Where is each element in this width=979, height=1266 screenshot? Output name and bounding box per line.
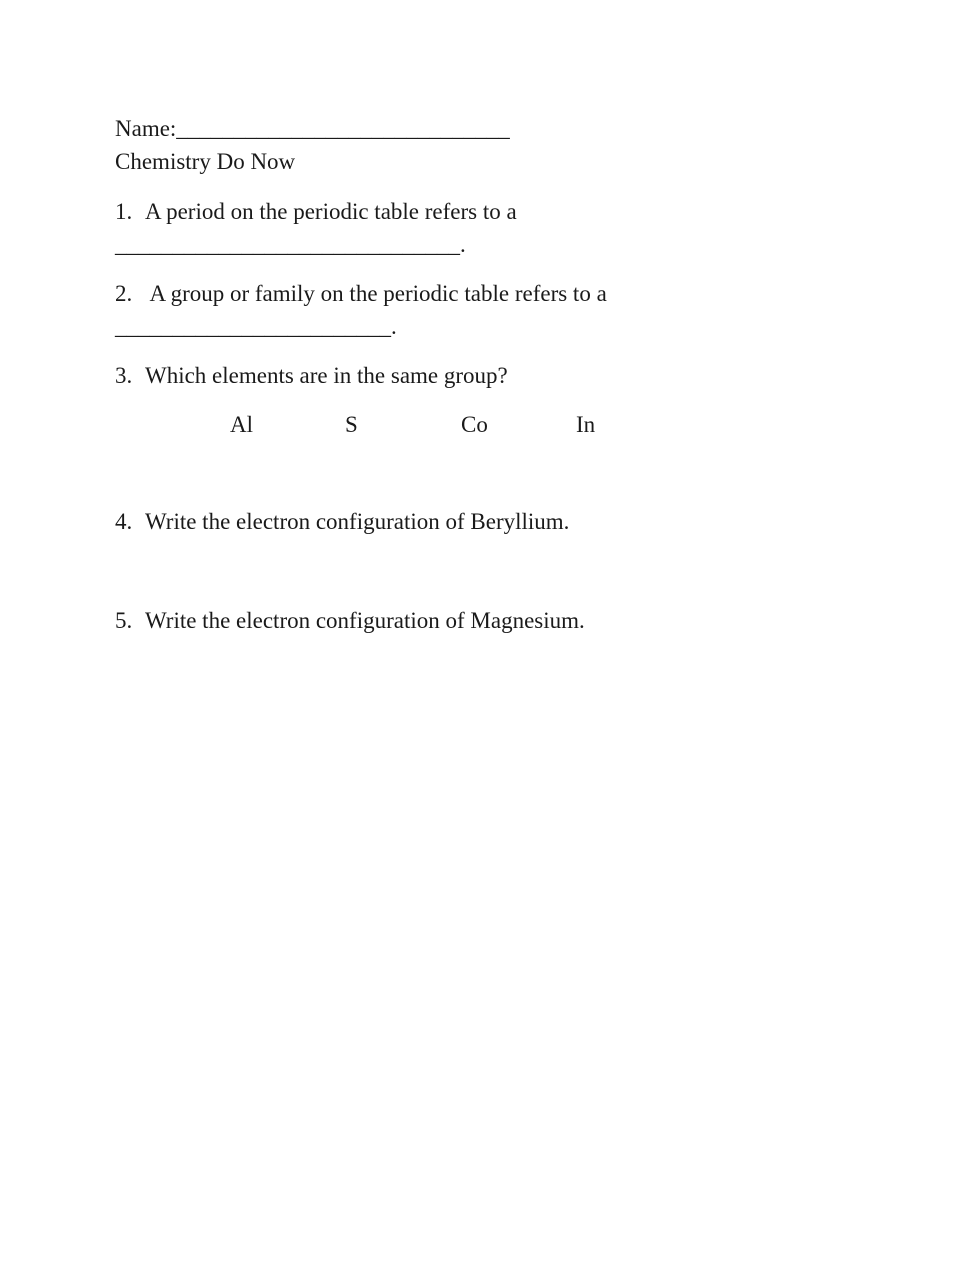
element-choice: In xyxy=(576,412,596,437)
question-number: 3. xyxy=(115,363,133,388)
question-4 xyxy=(115,508,569,536)
element-choice: Al xyxy=(230,412,253,437)
answer-blank-1: ______________________________. xyxy=(115,232,466,257)
worksheet-title: Chemistry Do Now xyxy=(115,149,296,174)
element-choice: S xyxy=(345,412,358,437)
question-number: 1. xyxy=(115,199,133,224)
element-choice: Co xyxy=(461,412,488,437)
question-number: 4. xyxy=(115,509,133,534)
question-2 xyxy=(115,280,607,308)
question-5 xyxy=(115,607,585,635)
question-3 xyxy=(115,362,508,390)
question-1 xyxy=(115,198,517,226)
question-text: Which elements are in the same group? xyxy=(145,363,508,388)
question-number: 5. xyxy=(115,608,133,633)
answer-blank-2: ________________________. xyxy=(115,314,397,339)
question-text: Write the electron configuration of Beryllium. xyxy=(145,509,570,534)
question-text: A period on the periodic table refers to a xyxy=(145,199,517,224)
name-field-line: Name:_____________________________ xyxy=(115,116,510,141)
question-text: Write the electron configuration of Magnesium. xyxy=(145,608,585,633)
question-number: 2. xyxy=(115,281,133,306)
question-text: A group or family on the periodic table refers to a xyxy=(145,281,607,306)
